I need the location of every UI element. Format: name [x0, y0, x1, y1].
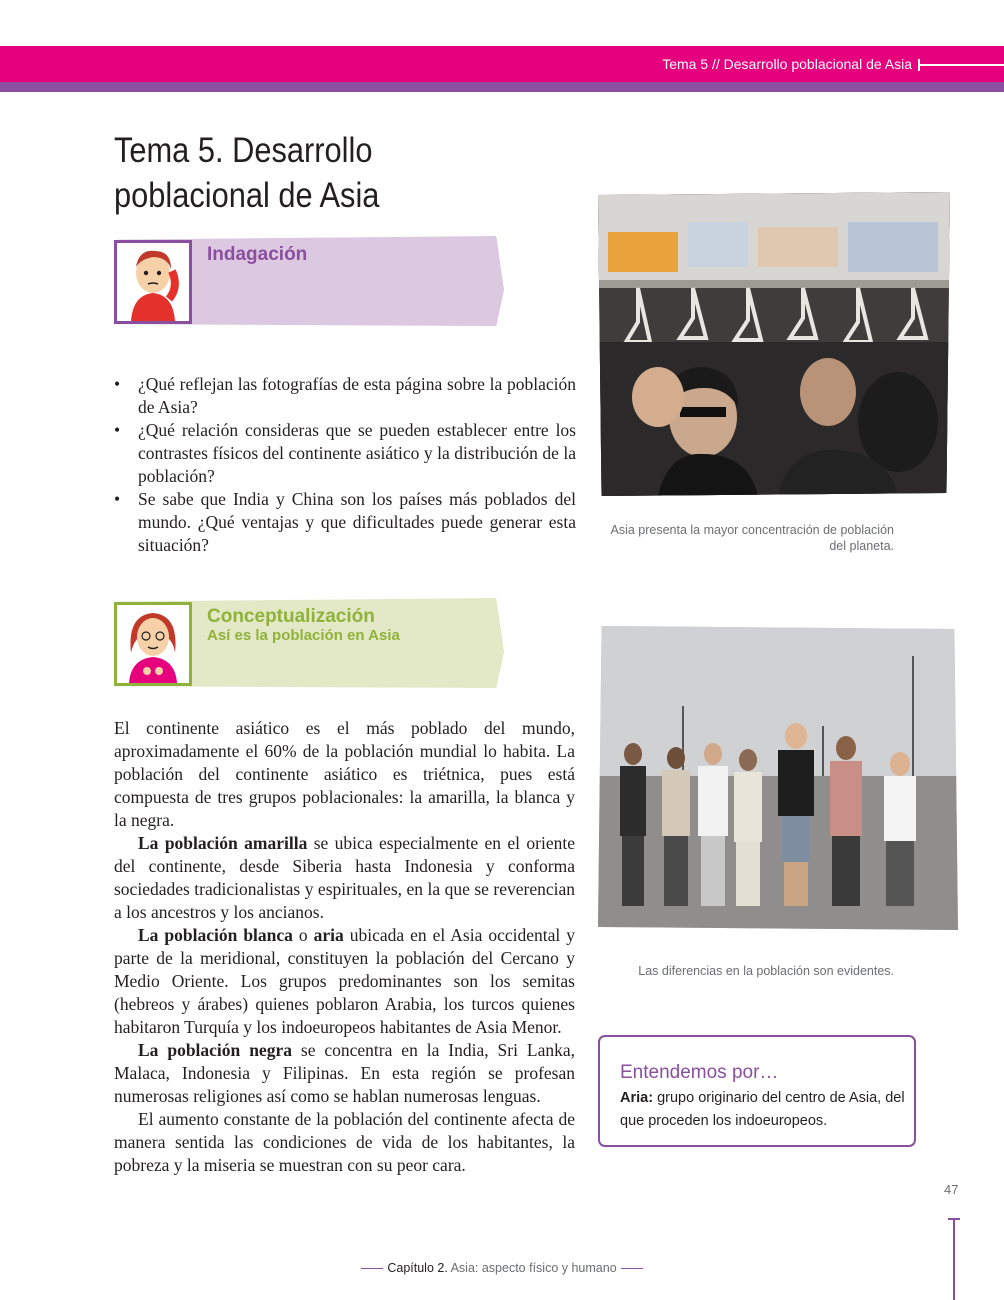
crowded-train-photo: [598, 192, 950, 496]
paragraph-text: o: [292, 925, 314, 945]
footer-rule-right: [621, 1268, 643, 1270]
page-title-line-1: Tema 5. Desarrollo: [114, 131, 373, 170]
footer-title: Asia: aspecto físico y humano: [447, 1261, 617, 1275]
running-title: Tema 5 // Desarrollo poblacional de Asia: [662, 56, 912, 72]
page-number: 47: [944, 1182, 959, 1197]
question-list: [114, 373, 576, 557]
term-bold: La población blanca: [138, 925, 293, 945]
body-text: [114, 717, 575, 1177]
indagacion-title: Indagación: [207, 244, 308, 265]
definition-text: grupo originario del centro de Asia, del que proceden los indoeuropeos.: [620, 1090, 905, 1129]
teacher-girl-icon: [114, 602, 192, 686]
conceptualizacion-subtitle: Así es la población en Asia: [207, 627, 400, 644]
page-title-line-2: poblacional de Asia: [114, 176, 380, 215]
list-item: • Se sabe que India y China son los países más poblados del mundo. ¿Qué ventajas y que dificultades puede generar esta situación?: [114, 488, 576, 557]
paragraph: [114, 924, 575, 1039]
definition-body: [620, 1087, 906, 1133]
side-rule: [953, 1218, 955, 1300]
definition-title: Entendemos por…: [620, 1062, 779, 1083]
thinking-boy-icon: [114, 240, 192, 324]
list-item: • ¿Qué relación consideras que se pueden establecer entre los contrastes físicos del continente asiático y la distribución de la población?: [114, 419, 576, 488]
photo-caption: Asia presenta la mayor concentración de población del planeta.: [610, 523, 894, 553]
definition-term: Aria:: [620, 1090, 654, 1106]
paragraph-text: ubicada en el Asia occidental y parte de la meridional, constituyen la población del Cercano y Medio Oriente. Los grupos predominantes son los semitas (hebreos y árabes) quienes poblaron Arabia, los turcos quienes habitaron Turquía y los indoeuropeos habitantes de Asia Menor.: [114, 925, 575, 1037]
paragraph-text: se ubica especialmente en el oriente del continente, desde Siberia hasta Indonesia y conforma sociedades tradicionalistas y espirituales, en la que se reverencian a los ancestros y los ancianos.: [114, 833, 575, 922]
footer: [0, 1261, 1004, 1275]
paragraph-text: se concentra en la India, Sri Lanka, Malaca, Indonesia y Filipinas. En esta región se profesan numerosas religiones así como se hablan numerosas lenguas.: [114, 1040, 575, 1106]
footer-chapter: Capítulo 2.: [387, 1261, 448, 1275]
term-bold: La población negra: [138, 1040, 292, 1060]
paragraph: El continente asiático es el más poblado del mundo, aproximadamente el 60% de la población mundial lo habita. La población del continente asiático es triétnica, pues está compuesta de tres grupos poblacionales: la amarilla, la blanca y la negra.: [114, 718, 575, 830]
paragraph: [114, 832, 575, 924]
page-title: [114, 128, 448, 218]
footer-rule-left: [361, 1268, 383, 1270]
term-bold: La población amarilla: [138, 833, 308, 853]
list-item: • ¿Qué reflejan las fotografías de esta página sobre la población de Asia?: [114, 373, 576, 419]
term-bold: aria: [313, 925, 344, 945]
header-rule: [918, 64, 1004, 66]
paragraph: El aumento constante de la población del continente afecta de manera sentida las condiciones de vida de los habitantes, la pobreza y la miseria se muestran con su peor cara.: [114, 1109, 575, 1175]
photo-caption: Las diferencias en la población son evidentes.: [638, 964, 894, 978]
paragraph: [114, 1039, 575, 1108]
group-people-photo: [598, 626, 958, 930]
conceptualizacion-title: Conceptualización: [207, 606, 375, 627]
header-stripe: [0, 82, 1004, 92]
